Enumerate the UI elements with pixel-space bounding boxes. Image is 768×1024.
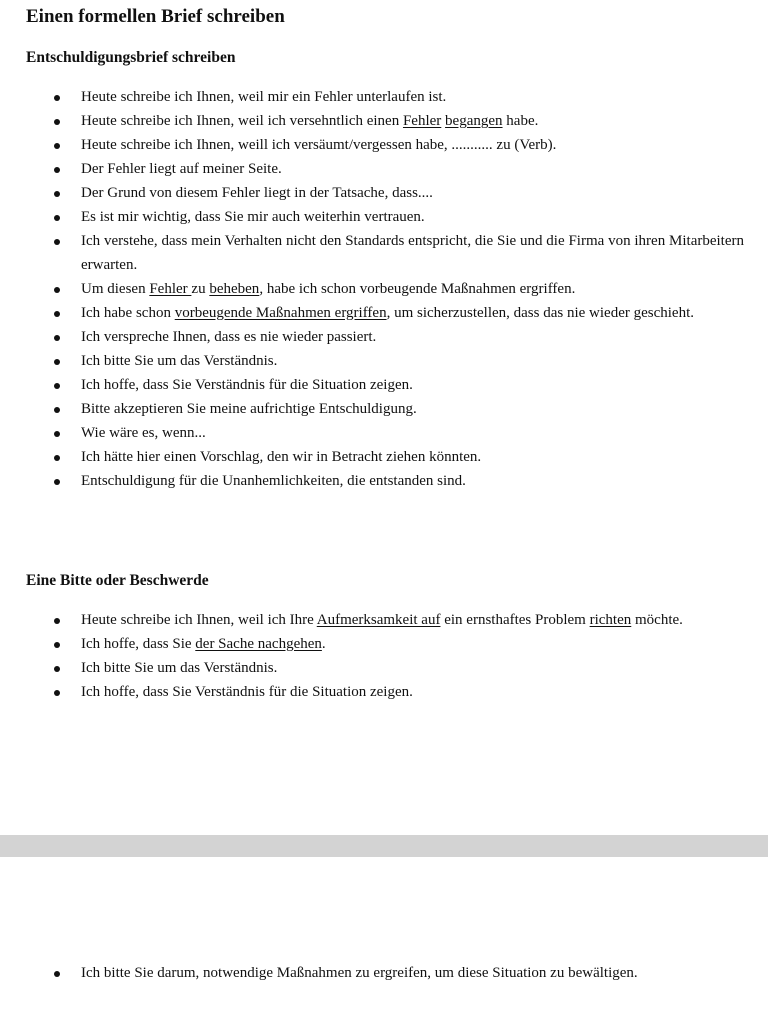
item-text: Ich habe schon bbox=[81, 304, 175, 321]
item-text: möchte. bbox=[631, 612, 683, 628]
section-heading-request-complaint: Eine Bitte oder Beschwerde bbox=[26, 572, 209, 589]
item-text: Ich hoffe, dass Sie Verständnis für die Situation zeigen. bbox=[81, 684, 413, 700]
bullet-item bbox=[52, 110, 744, 134]
bullet-item bbox=[52, 206, 744, 230]
item-text: , um sicherzustellen, dass das nie wieder geschieht. bbox=[386, 304, 694, 321]
item-text: . bbox=[321, 636, 326, 652]
item-text: Ich bitte Sie darum, notwendige Maßnahmen zu ergreifen, um diese Situation zu bewältigen. bbox=[81, 965, 638, 981]
bullet-item bbox=[52, 681, 744, 705]
underlined-phrase: Fehler bbox=[149, 280, 192, 297]
bullet-item bbox=[52, 446, 744, 470]
bullet-item bbox=[52, 134, 744, 158]
underlined-phrase: Fehler bbox=[402, 113, 442, 129]
document-title: Einen formellen Brief schreiben bbox=[26, 6, 285, 27]
item-text: Ich bitte Sie um das Verständnis. bbox=[81, 352, 278, 369]
bullet-item bbox=[52, 633, 744, 657]
item-text: ein ernsthaftes Problem bbox=[440, 612, 590, 628]
item-text: Entschuldigung für die Unanhemlichkeiten, die entstanden sind. bbox=[81, 472, 466, 489]
bullet-item bbox=[52, 182, 744, 206]
page-break-divider bbox=[0, 835, 768, 857]
item-text: Ich hoffe, dass Sie Verständnis für die Situation zeigen. bbox=[81, 376, 413, 393]
bullet-item bbox=[52, 962, 744, 986]
item-text: habe. bbox=[502, 113, 539, 129]
item-text: Ich verstehe, dass mein Verhalten nicht den Standards entspricht, die Sie und die Firma von ihren Mitarbeitern erwarten. bbox=[81, 233, 744, 273]
bullet-item bbox=[52, 398, 744, 422]
item-text: Es ist mir wichtig, dass Sie mir auch weiterhin vertrauen. bbox=[81, 209, 425, 225]
underlined-phrase: der Sache nachgehen bbox=[195, 636, 322, 652]
section-heading-apology: Entschuldigungsbrief schreiben bbox=[26, 49, 236, 66]
item-text: Um diesen bbox=[81, 280, 150, 297]
item-text: , habe ich schon vorbeugende Maßnahmen ergriffen. bbox=[259, 280, 576, 297]
item-text: Heute schreibe ich Ihnen, weil ich Ihre bbox=[81, 612, 317, 628]
item-text: Heute schreibe ich Ihnen, weil ich versehntlich einen bbox=[81, 113, 403, 129]
continued-phrase-list bbox=[52, 962, 744, 986]
apology-phrase-list bbox=[52, 86, 744, 494]
bullet-item bbox=[52, 302, 744, 326]
item-text: Heute schreibe ich Ihnen, weill ich versäumt/vergessen habe, ........... zu (Verb). bbox=[81, 137, 557, 153]
bullet-item bbox=[52, 86, 744, 110]
item-text: Heute schreibe ich Ihnen, weil mir ein Fehler unterlaufen ist. bbox=[81, 89, 447, 105]
bullet-item bbox=[52, 470, 744, 494]
underlined-phrase: begangen bbox=[445, 113, 503, 129]
item-text: Ich hoffe, dass Sie bbox=[81, 636, 196, 652]
underlined-phrase: richten bbox=[589, 612, 632, 628]
item-text: Bitte akzeptieren Sie meine aufrichtige Entschuldigung. bbox=[81, 400, 417, 417]
item-text: Wie wäre es, wenn... bbox=[81, 424, 206, 441]
item-text: Ich bitte Sie um das Verständnis. bbox=[81, 660, 278, 676]
bullet-item bbox=[52, 278, 744, 302]
bullet-item bbox=[52, 350, 744, 374]
item-text: Der Fehler liegt auf meiner Seite. bbox=[81, 161, 282, 177]
bullet-item bbox=[52, 657, 744, 681]
item-text: Ich verspreche Ihnen, dass es nie wieder passiert. bbox=[81, 328, 377, 345]
bullet-item bbox=[52, 158, 744, 182]
bullet-item bbox=[52, 374, 744, 398]
bullet-item bbox=[52, 609, 744, 633]
item-text: Ich hätte hier einen Vorschlag, den wir in Betracht ziehen könnten. bbox=[81, 448, 482, 465]
bullet-item bbox=[52, 326, 744, 350]
request-phrase-list bbox=[52, 609, 744, 705]
item-text: Der Grund von diesem Fehler liegt in der Tatsache, dass.... bbox=[81, 185, 433, 201]
underlined-phrase: beheben bbox=[209, 280, 260, 297]
bullet-item bbox=[52, 422, 744, 446]
bullet-item bbox=[52, 230, 744, 277]
item-text: zu bbox=[191, 280, 210, 297]
underlined-phrase: vorbeugende Maßnahmen ergriffen bbox=[174, 304, 387, 321]
underlined-phrase: Aufmerksamkeit auf bbox=[316, 612, 441, 628]
